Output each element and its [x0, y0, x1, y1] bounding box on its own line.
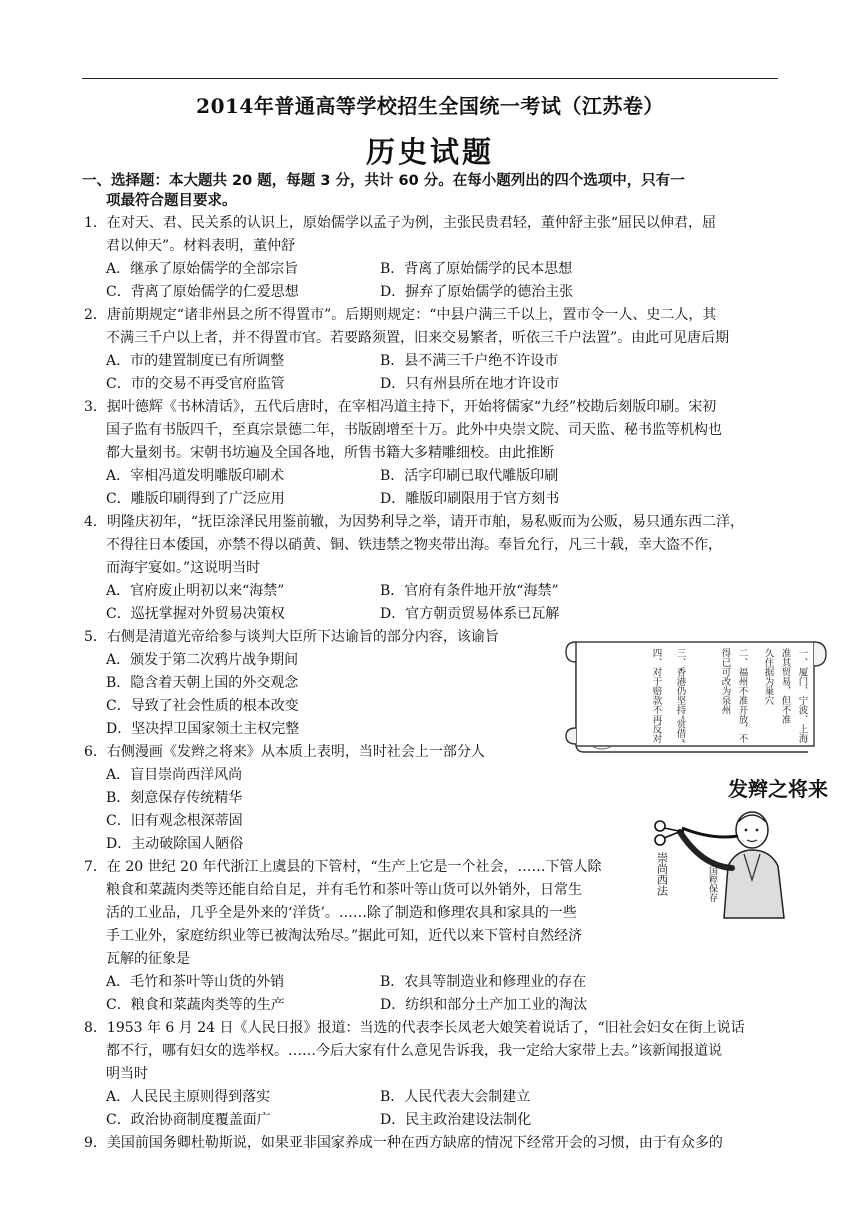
question-4-stem-cont2: 而海宇宴如。”这说明当时 — [106, 560, 261, 576]
question-2-stem-cont: 不满三千户以上者，并不得置市官。若要路须置，旧来交易繁者，听依三千户法置”。由此可见唐后期 — [106, 330, 730, 346]
queue-cartoon-figure — [632, 770, 832, 920]
q7-option-b: B．农具等制造业和修理业的存在 — [380, 974, 587, 990]
subject-title: 历史试题 — [365, 135, 494, 169]
q5-option-a: A．颁发于第二次鸦片战争期间 — [106, 652, 299, 668]
question-4-stem-cont: 不得往日本倭国，亦禁不得以硝黄、铜、铁违禁之物夹带出海。奉旨允行，凡三十载，幸大盗不作， — [106, 537, 722, 553]
question-3-stem: 3．据叶德辉《书林清话》，五代后唐时，在宰相冯道主持下，开始将儒家“九经”校勘后刻版印刷。宋初 — [84, 399, 717, 415]
question-3-stem-cont2: 都大量刻书。宋朝书坊遍及全国各地，所售书籍大多精雕细校。由此推断 — [106, 445, 554, 461]
section-instruction: 一、选择题：本大题共 20 题，每题 3 分，共计 60 分。在每小题列出的四个选项中，只有一 — [82, 173, 685, 189]
question-3-stem-cont: 国子监有书版四千，至真宗景德二年，书版剧增至十万。此外中央崇文院、司天监、秘书监等机构也 — [106, 422, 722, 438]
decree-scroll-figure — [562, 632, 830, 756]
cartoon-label-left: 崇尚西法 — [655, 852, 669, 896]
q3-option-d: D．雕版印刷限用于官方刻书 — [380, 491, 560, 507]
q8-option-b: B．人民代表大会制建立 — [380, 1089, 531, 1105]
scroll-col-4: 二、福州不准开放，不 — [736, 648, 748, 743]
question-6-stem: 6．右侧漫画《发辫之将来》从本质上表明，当时社会上一部分人 — [84, 744, 485, 760]
q7-option-c: C．粮食和菜蔬肉类等的生产 — [106, 997, 285, 1013]
question-1-stem: 1．在对天、君、民关系的认识上，原始儒学以孟子为例，主张民贵君轻，董仲舒主张“屈民以伸君，屈 — [84, 215, 717, 231]
q2-option-a: A．市的建置制度已有所调整 — [106, 353, 285, 369]
q6-option-a: A．盲目崇尚西洋风尚 — [106, 767, 243, 783]
q4-option-d: D．官方朝贡贸易体系已瓦解 — [380, 606, 560, 622]
q5-option-d: D．坚决捍卫国家领土主权完整 — [106, 721, 300, 737]
question-7-stem-cont4: 瓦解的征象是 — [106, 951, 190, 967]
question-4-stem: 4．明隆庆初年，“抚臣涂泽民用鉴前辙，为因势利导之举，请开市舶，易私贩而为公贩，易只通东西二洋， — [84, 514, 745, 530]
q5-option-b: B．隐含着天朝上国的外交观念 — [106, 675, 299, 691]
scroll-col-6: 三、香港仍坚持“赏借” — [674, 648, 686, 744]
q4-option-b: B．官府有条件地开放“海禁” — [380, 583, 559, 599]
cartoon-label-right: 国粹保存 — [707, 866, 717, 902]
q7-option-d: D．纺织和部分土产加工业的淘汰 — [380, 997, 588, 1013]
q1-option-d: D．摒弃了原始儒学的德治主张 — [380, 284, 574, 300]
scroll-col-2: 准其贸易，但不准 — [779, 648, 791, 724]
q2-option-c: C．市的交易不再受官府监管 — [106, 376, 285, 392]
q8-option-d: D．民主政治建设法制化 — [380, 1112, 532, 1128]
scroll-col-5: 得已可改为泉州 — [719, 648, 731, 715]
q3-option-b: B．活字印刷已取代雕版印刷 — [380, 468, 559, 484]
q6-option-c: C．旧有观念根深蒂固 — [106, 813, 243, 829]
question-8-stem-cont: 都不行，哪有妇女的选举权。……今后大家有什么意见告诉我，我一定给大家带上去。”该新闻报道说 — [106, 1043, 723, 1059]
q1-option-b: B．背离了原始儒学的民本思想 — [380, 261, 573, 277]
q2-option-d: D．只有州县所在地才许设市 — [380, 376, 560, 392]
question-1-stem-cont: 君以伸天”。材料表明，董仲舒 — [106, 238, 296, 254]
q5-option-c: C．导致了社会性质的根本改变 — [106, 698, 299, 714]
q1-option-a: A．继承了原始儒学的全部宗旨 — [106, 261, 299, 277]
q4-option-a: A．官府废止明初以来“海禁” — [106, 583, 285, 599]
section-instruction-cont: 项最符合题目要求。 — [106, 193, 237, 209]
question-2-stem: 2．唐前期规定“诸非州县之所不得置市”。后期则规定：“中县户满三千以上，置市令一人、史二人，其 — [84, 307, 717, 323]
question-8-stem: 8．1953 年 6 月 24 日《人民日报》报道：当选的代表李长凤老大娘笑着说话了，“旧社会妇女在街上说话 — [84, 1020, 745, 1036]
q8-option-c: C．政治协商制度覆盖面广 — [106, 1112, 271, 1128]
scroll-col-1: 一、厦门、宁波、上海 — [796, 648, 808, 743]
q3-option-c: C．雕版印刷得到了广泛应用 — [106, 491, 285, 507]
question-5-stem: 5．右侧是清道光帝给参与谈判大臣所下达谕旨的部分内容，该谕旨 — [84, 629, 499, 645]
cartoon-title: 发辫之将来 — [728, 777, 828, 801]
q7-option-a: A．毛竹和茶叶等山货的外销 — [106, 974, 285, 990]
question-8-stem-cont2: 明当时 — [106, 1066, 148, 1082]
question-7-stem-cont3: 手工业外，家庭纺织业等已被淘汰殆尽。”据此可知，近代以来下管村自然经济 — [106, 928, 583, 944]
exam-title: 2014年普通高等学校招生全国统一考试（江苏卷） — [196, 94, 664, 118]
question-7-stem-cont: 粮食和菜蔬肉类等还能自给自足，并有毛竹和茶叶等山货可以外销外，日常生 — [106, 882, 582, 898]
q3-option-a: A．宰相冯道发明雕版印刷术 — [106, 468, 285, 484]
q8-option-a: A．人民民主原则得到落实 — [106, 1089, 271, 1105]
question-7-stem-cont2: 活的工业品，几乎全是外来的‘洋货’。……除了制造和修理农具和家具的一些 — [106, 905, 577, 921]
top-rule — [82, 78, 778, 79]
q2-option-b: B．县不满三千户绝不许设市 — [380, 353, 559, 369]
scroll-col-7: 四、对于赔款不再反对 — [650, 648, 662, 743]
question-7-stem: 7．在 20 世纪 20 年代浙江上虞县的下管村，“生产上它是一个社会，……下管人除 — [84, 859, 602, 875]
scroll-col-3: 久住据为巢穴 — [762, 648, 774, 705]
q1-option-c: C．背离了原始儒学的仁爱思想 — [106, 284, 299, 300]
q6-option-b: B．刻意保存传统精华 — [106, 790, 243, 806]
q6-option-d: D．主动破除国人陋俗 — [106, 836, 244, 852]
q4-option-c: C．巡抚掌握对外贸易决策权 — [106, 606, 285, 622]
question-9-stem: 9．美国前国务卿杜勒斯说，如果亚非国家养成一种在西方缺席的情况下经常开会的习惯，由于有众多的 — [84, 1135, 723, 1151]
